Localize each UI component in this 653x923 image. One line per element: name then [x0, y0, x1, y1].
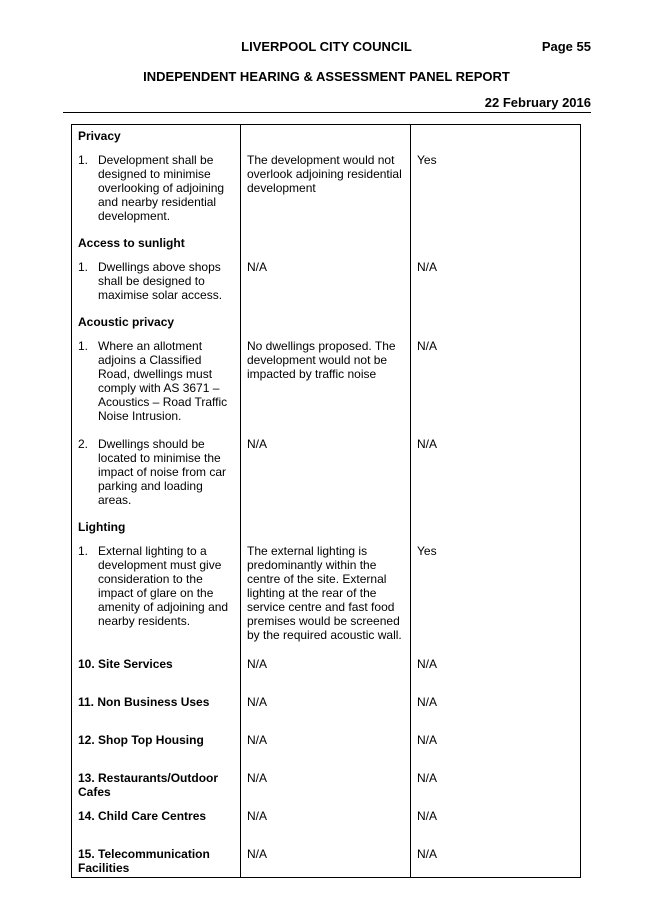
group-heading-row — [72, 311, 581, 334]
report-title: INDEPENDENT HEARING & ASSESSMENT PANEL REPORT — [143, 69, 510, 84]
control-row — [72, 539, 581, 651]
control-number: 1. — [78, 544, 89, 558]
control-text: Dwellings above shops shall be designed to maximise solar access. — [98, 260, 223, 302]
complies-cell: Yes — [411, 539, 581, 651]
council-name: LIVERPOOL CITY COUNCIL — [241, 39, 412, 54]
comment-cell: N/A — [241, 255, 411, 311]
group-heading: Lighting — [72, 516, 241, 539]
comment-cell: N/A — [241, 803, 411, 841]
section-row — [72, 727, 581, 765]
complies-cell: N/A — [411, 334, 581, 432]
header-rule — [63, 112, 591, 113]
comment-cell: The external lighting is predominantly within the centre of the site. External lighting at the rear of the service centre and fast food premises would be screened by the required acoustic wall. — [241, 539, 411, 651]
group-heading-row — [72, 516, 581, 539]
section-label: 13. Restaurants/Outdoor Cafes — [72, 765, 241, 803]
compliance-table-body — [72, 125, 581, 878]
complies-cell: N/A — [411, 689, 581, 727]
section-row — [72, 803, 581, 841]
section-label: 10. Site Services — [72, 651, 241, 689]
control-number: 1. — [78, 339, 89, 353]
control-row — [72, 148, 581, 232]
control-text: External lighting to a development must give consideration to the impact of glare on the amenity of adjoining and nearby residents. — [98, 544, 229, 628]
control-row — [72, 255, 581, 311]
complies-cell: N/A — [411, 727, 581, 765]
section-row — [72, 765, 581, 803]
section-label: 12. Shop Top Housing — [72, 727, 241, 765]
section-row — [72, 689, 581, 727]
complies-cell: N/A — [411, 803, 581, 841]
control-row — [72, 334, 581, 432]
control-text: Dwellings should be located to minimise the impact of noise from car parking and loading areas. — [98, 437, 227, 507]
complies-cell: Yes — [411, 148, 581, 232]
complies-cell: N/A — [411, 255, 581, 311]
control-number: 1. — [78, 153, 89, 167]
comment-cell: The development would not overlook adjoining residential development — [241, 148, 411, 232]
complies-cell: N/A — [411, 841, 581, 878]
section-row — [72, 841, 581, 878]
control-number: 2. — [78, 437, 89, 451]
group-heading: Privacy — [72, 125, 241, 149]
comment-cell: N/A — [241, 689, 411, 727]
group-heading-row — [72, 232, 581, 255]
page-number: Page 55 — [541, 39, 591, 54]
complies-cell: N/A — [411, 765, 581, 803]
complies-cell: N/A — [411, 432, 581, 516]
comment-cell: No dwellings proposed. The development would not be impacted by traffic noise — [241, 334, 411, 432]
comment-cell: N/A — [241, 727, 411, 765]
group-heading-row — [72, 125, 581, 149]
comment-cell: N/A — [241, 651, 411, 689]
section-label: 14. Child Care Centres — [72, 803, 241, 841]
compliance-table — [71, 124, 581, 878]
report-date: 22 February 2016 — [484, 95, 591, 110]
section-label: 11. Non Business Uses — [72, 689, 241, 727]
comment-cell: N/A — [241, 765, 411, 803]
group-heading: Access to sunlight — [72, 232, 241, 255]
complies-cell: N/A — [411, 651, 581, 689]
control-text: Where an allotment adjoins a Classified Road, dwellings must comply with AS 3671 – Acoustics – Road Traffic Noise Intrusion. — [98, 339, 228, 423]
control-number: 1. — [78, 260, 89, 274]
comment-cell: N/A — [241, 432, 411, 516]
control-text: Development shall be designed to minimise overlooking of adjoining and nearby residential development. — [98, 153, 225, 223]
section-row — [72, 651, 581, 689]
group-heading: Acoustic privacy — [72, 311, 241, 334]
comment-cell: N/A — [241, 841, 411, 878]
control-row — [72, 432, 581, 516]
section-label: 15. Telecommunication Facilities — [72, 841, 241, 878]
